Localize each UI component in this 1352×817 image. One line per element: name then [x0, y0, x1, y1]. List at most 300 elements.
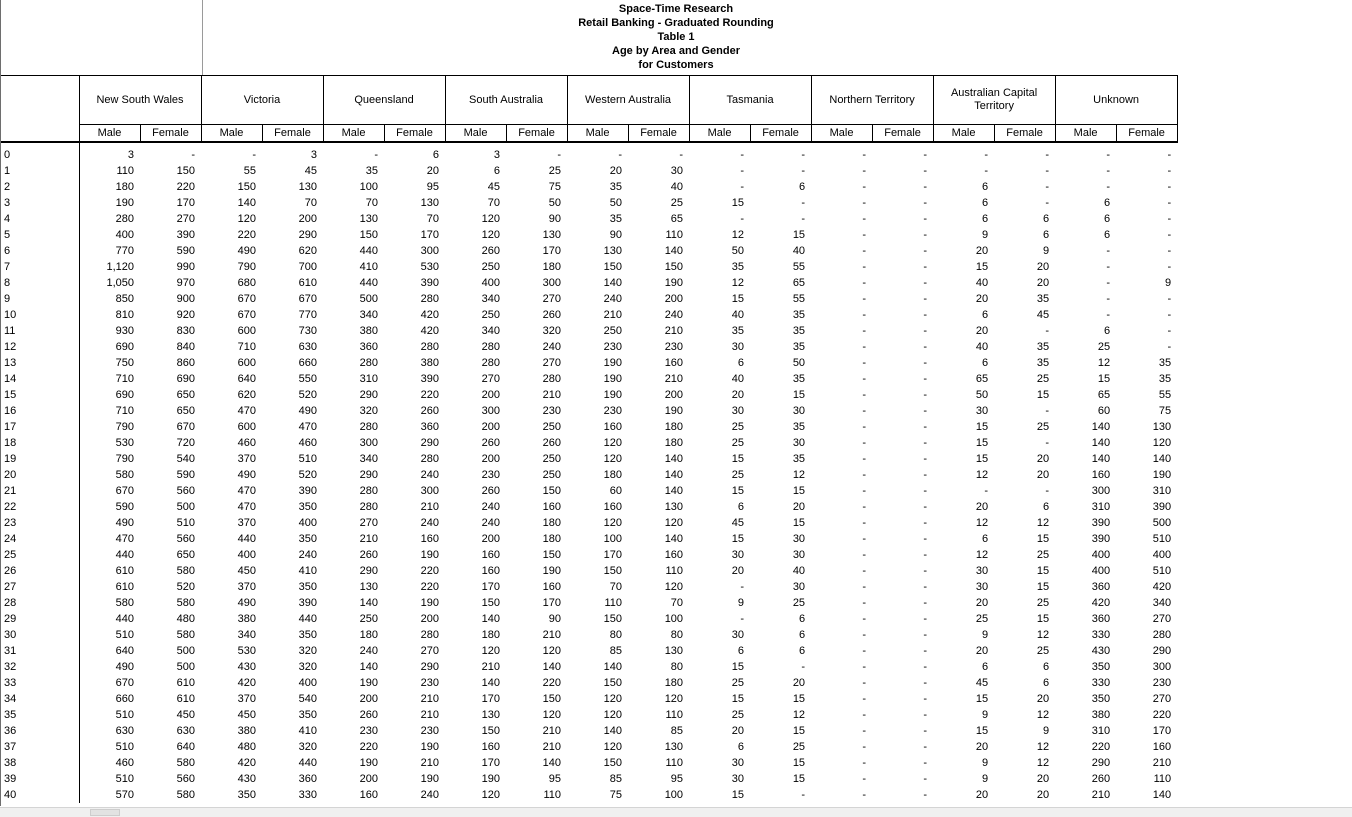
value-cell: 160 — [603, 421, 623, 433]
value-cell: 410 — [298, 725, 318, 737]
value-cell: 620 — [298, 245, 318, 257]
value-cell: 790 — [115, 421, 134, 433]
value-cell: 50 — [609, 197, 623, 209]
value-cell: 6 — [1042, 501, 1050, 513]
value-cell: 440 — [359, 277, 379, 289]
value-cell: 40 — [670, 181, 684, 193]
value-cell: 15 — [975, 725, 989, 737]
gender-header: Male — [323, 125, 384, 143]
value-cell: 340 — [481, 293, 501, 305]
table-row — [1, 195, 1177, 211]
value-cell: 25 — [731, 677, 745, 689]
value-cell: 260 — [481, 485, 501, 497]
value-cell: - — [1045, 437, 1050, 449]
value-cell: 510 — [298, 453, 318, 465]
value-cell: - — [923, 597, 928, 609]
value-cell: 640 — [176, 741, 195, 753]
value-cell: 480 — [237, 741, 256, 753]
value-cell: 6 — [981, 533, 989, 545]
table-row — [1, 755, 1177, 771]
value-cell: 300 — [542, 277, 562, 289]
value-cell: 290 — [359, 389, 379, 401]
value-cell: 30 — [731, 405, 745, 417]
value-cell: 440 — [298, 613, 318, 625]
value-cell: - — [557, 149, 562, 161]
value-cell: 12 — [731, 229, 745, 241]
value-cell: - — [923, 229, 928, 241]
value-cell: 610 — [115, 565, 134, 577]
value-cell: 430 — [1091, 645, 1111, 657]
value-cell: 160 — [420, 533, 440, 545]
value-cell: 240 — [664, 309, 684, 321]
value-cell: 15 — [792, 389, 806, 401]
value-cell: 210 — [603, 309, 623, 321]
value-cell: 230 — [603, 341, 623, 353]
value-cell: 9 — [737, 597, 745, 609]
value-cell: 370 — [237, 517, 256, 529]
value-cell: 360 — [1091, 581, 1111, 593]
value-cell: - — [191, 149, 195, 161]
value-cell: - — [862, 277, 867, 289]
value-cell: 130 — [359, 213, 379, 225]
value-cell: 35 — [1158, 357, 1172, 369]
table-row — [1, 467, 1177, 483]
value-cell: 35 — [792, 325, 806, 337]
value-cell: 15 — [1036, 613, 1050, 625]
value-cell: 310 — [1152, 485, 1172, 497]
value-cell: 430 — [237, 661, 256, 673]
value-cell: 15 — [1097, 373, 1111, 385]
table-row — [1, 403, 1177, 419]
gender-header: Female — [140, 125, 201, 143]
value-cell: - — [923, 725, 928, 737]
value-cell: 330 — [298, 789, 318, 801]
value-cell: 120 — [664, 693, 684, 705]
value-cell: 990 — [176, 261, 195, 273]
value-cell: 100 — [359, 181, 379, 193]
value-cell: - — [862, 357, 867, 369]
value-cell: 260 — [542, 437, 562, 449]
value-cell: 250 — [542, 469, 562, 481]
value-cell: 130 — [664, 645, 684, 657]
value-cell: 95 — [426, 181, 440, 193]
value-cell: 670 — [237, 293, 256, 305]
value-cell: 20 — [1036, 789, 1050, 801]
value-cell: 140 — [603, 661, 623, 673]
value-cell: 35 — [609, 213, 623, 225]
value-cell: - — [923, 517, 928, 529]
value-cell: 15 — [731, 661, 745, 673]
value-cell: 200 — [481, 389, 501, 401]
value-cell: - — [923, 421, 928, 433]
value-cell: 15 — [792, 773, 806, 785]
gender-header: Male — [201, 125, 262, 143]
value-cell: 290 — [298, 229, 318, 241]
value-cell: - — [923, 661, 928, 673]
value-cell: 25 — [792, 741, 806, 753]
value-cell: 310 — [359, 373, 379, 385]
value-cell: 490 — [237, 245, 256, 257]
value-cell: 440 — [298, 757, 318, 769]
age-cell: 7 — [1, 259, 79, 275]
value-cell: 400 — [481, 277, 501, 289]
value-cell: - — [923, 709, 928, 721]
value-cell: - — [862, 325, 867, 337]
value-cell: 35 — [1036, 293, 1050, 305]
value-cell: - — [862, 421, 867, 433]
age-cell: 24 — [1, 531, 79, 547]
value-cell: 6 — [981, 661, 989, 673]
value-cell: 360 — [1091, 613, 1111, 625]
value-cell: 310 — [1091, 725, 1111, 737]
value-cell: 140 — [237, 197, 256, 209]
value-cell: 20 — [792, 501, 806, 513]
value-cell: 140 — [1091, 437, 1111, 449]
table-row — [1, 435, 1177, 451]
area-header: Tasmania — [689, 76, 811, 125]
value-cell: 35 — [792, 453, 806, 465]
value-cell: - — [923, 389, 928, 401]
horizontal-scrollbar-thumb[interactable] — [90, 809, 120, 816]
value-cell: 390 — [420, 277, 440, 289]
value-cell: 130 — [359, 581, 379, 593]
value-cell: 290 — [1152, 645, 1172, 657]
value-cell: 200 — [481, 533, 501, 545]
value-cell: 190 — [664, 277, 684, 289]
value-cell: 45 — [304, 165, 318, 177]
age-cell: 13 — [1, 355, 79, 371]
value-cell: 670 — [298, 293, 318, 305]
value-cell: 450 — [237, 709, 256, 721]
value-cell: 12 — [792, 709, 806, 721]
value-cell: 470 — [115, 533, 134, 545]
value-cell: - — [618, 149, 623, 161]
value-cell: 15 — [731, 197, 745, 209]
value-cell: 170 — [542, 245, 562, 257]
value-cell: 95 — [670, 773, 684, 785]
value-cell: 420 — [237, 757, 256, 769]
value-cell: 390 — [298, 597, 318, 609]
value-cell: 25 — [731, 469, 745, 481]
age-cell: 9 — [1, 291, 79, 307]
value-cell: 15 — [1036, 389, 1050, 401]
value-cell: 30 — [731, 549, 745, 561]
value-cell: 290 — [420, 661, 440, 673]
value-cell: 300 — [359, 437, 379, 449]
value-cell: - — [862, 789, 867, 801]
value-cell: 610 — [176, 677, 195, 689]
value-cell: - — [984, 485, 989, 497]
value-cell: 230 — [603, 405, 623, 417]
value-cell: 150 — [542, 693, 562, 705]
value-cell: 230 — [420, 725, 440, 737]
value-cell: 60 — [1097, 405, 1111, 417]
value-cell: 140 — [1091, 453, 1111, 465]
age-cell: 16 — [1, 403, 79, 419]
value-cell: 30 — [670, 165, 684, 177]
value-cell: - — [801, 213, 806, 225]
value-cell: 580 — [176, 597, 195, 609]
gender-header: Female — [994, 125, 1055, 143]
value-cell: - — [923, 325, 928, 337]
value-cell: 180 — [542, 517, 562, 529]
value-cell: 15 — [731, 533, 745, 545]
value-cell: 680 — [237, 277, 256, 289]
value-cell: 15 — [792, 229, 806, 241]
value-cell: 490 — [115, 661, 134, 673]
value-cell: 210 — [420, 709, 440, 721]
value-cell: 12 — [1036, 741, 1050, 753]
value-cell: - — [862, 213, 867, 225]
value-cell: 290 — [359, 469, 379, 481]
value-cell: 110 — [665, 565, 684, 577]
value-cell: 1,050 — [106, 277, 134, 289]
value-cell: 100 — [664, 789, 684, 801]
value-cell: - — [740, 149, 745, 161]
value-cell: 180 — [481, 629, 501, 641]
value-cell: 6 — [1042, 677, 1050, 689]
value-cell: 9 — [981, 773, 989, 785]
table-row — [1, 483, 1177, 499]
value-cell: 250 — [542, 421, 562, 433]
value-cell: 55 — [243, 165, 256, 177]
value-cell: 6 — [981, 213, 989, 225]
value-cell: - — [801, 149, 806, 161]
age-cell: 32 — [1, 659, 79, 675]
value-cell: 520 — [298, 389, 318, 401]
gender-header: Male — [933, 125, 994, 143]
value-cell: 770 — [115, 245, 134, 257]
value-cell: 270 — [542, 293, 562, 305]
gender-header: Male — [567, 125, 628, 143]
value-cell: 45 — [1036, 309, 1050, 321]
value-cell: 35 — [792, 373, 806, 385]
value-cell: 550 — [298, 373, 318, 385]
value-cell: - — [740, 165, 745, 177]
value-cell: - — [801, 789, 806, 801]
value-cell: - — [862, 725, 867, 737]
value-cell: 12 — [975, 549, 989, 561]
value-cell: - — [1045, 485, 1050, 497]
value-cell: 9 — [981, 709, 989, 721]
value-cell: 510 — [1152, 565, 1172, 577]
value-cell: 120 — [1152, 437, 1172, 449]
value-cell: - — [801, 197, 806, 209]
value-cell: 580 — [115, 469, 134, 481]
value-cell: 150 — [237, 181, 256, 193]
value-cell: 6 — [737, 645, 745, 657]
value-cell: 30 — [975, 581, 989, 593]
value-cell: - — [740, 613, 745, 625]
value-cell: 130 — [664, 741, 684, 753]
value-cell: 90 — [609, 229, 623, 241]
value-cell: - — [1045, 165, 1050, 177]
value-cell: 350 — [298, 501, 318, 513]
value-cell: 710 — [115, 373, 134, 385]
value-cell: - — [862, 693, 867, 705]
value-cell: 220 — [542, 677, 562, 689]
value-cell: 270 — [1152, 613, 1172, 625]
area-header: Victoria — [201, 76, 323, 125]
age-cell: 8 — [1, 275, 79, 291]
value-cell: 35 — [731, 325, 745, 337]
value-cell: 15 — [975, 261, 989, 273]
value-cell: 580 — [176, 629, 195, 641]
value-cell: 120 — [481, 645, 501, 657]
value-cell: 30 — [731, 341, 745, 353]
value-cell: 190 — [481, 773, 501, 785]
value-cell: 500 — [176, 661, 195, 673]
age-cell: 28 — [1, 595, 79, 611]
value-cell: - — [862, 405, 867, 417]
value-cell: 280 — [359, 421, 379, 433]
value-cell: 100 — [603, 533, 623, 545]
gender-header: Female — [872, 125, 933, 143]
value-cell: 120 — [481, 213, 501, 225]
area-header: Queensland — [323, 76, 445, 125]
value-cell: 560 — [176, 485, 195, 497]
value-cell: 110 — [665, 709, 684, 721]
table-row — [1, 515, 1177, 531]
value-cell: 25 — [731, 709, 745, 721]
value-cell: 20 — [792, 677, 806, 689]
age-cell: 35 — [1, 707, 79, 723]
value-cell: - — [923, 437, 928, 449]
value-cell: 15 — [792, 485, 806, 497]
table-row — [1, 627, 1177, 643]
value-cell: - — [923, 485, 928, 497]
value-cell: 25 — [975, 613, 989, 625]
value-cell: 6 — [1103, 197, 1111, 209]
value-cell: - — [862, 309, 867, 321]
value-cell: 630 — [176, 725, 195, 737]
value-cell: 600 — [237, 325, 256, 337]
value-cell: 70 — [426, 213, 440, 225]
value-cell: 220 — [1091, 741, 1111, 753]
value-cell: 580 — [176, 789, 195, 801]
value-cell: - — [862, 293, 867, 305]
value-cell: 50 — [548, 197, 562, 209]
value-cell: - — [862, 389, 867, 401]
value-cell: 9 — [981, 629, 989, 641]
value-cell: 20 — [609, 165, 623, 177]
value-cell: 150 — [542, 485, 562, 497]
value-cell: 160 — [481, 549, 501, 561]
table-row — [1, 547, 1177, 563]
value-cell: 15 — [1036, 565, 1050, 577]
value-cell: 620 — [237, 389, 256, 401]
value-cell: 40 — [792, 565, 806, 577]
value-cell: 120 — [664, 581, 684, 593]
value-cell: 400 — [1091, 565, 1111, 577]
age-cell: 23 — [1, 515, 79, 531]
value-cell: 350 — [298, 629, 318, 641]
value-cell: - — [862, 661, 867, 673]
value-cell: 670 — [115, 485, 134, 497]
value-cell: 30 — [792, 405, 806, 417]
value-cell: 130 — [298, 181, 318, 193]
value-cell: 440 — [359, 245, 379, 257]
value-cell: 140 — [1152, 789, 1172, 801]
value-cell: 160 — [603, 501, 623, 513]
value-cell: 35 — [1036, 357, 1050, 369]
value-cell: 370 — [237, 581, 256, 593]
value-cell: 6 — [981, 181, 989, 193]
value-cell: 190 — [359, 677, 379, 689]
value-cell: 210 — [420, 693, 440, 705]
value-cell: 280 — [1152, 629, 1172, 641]
value-cell: - — [1167, 197, 1172, 209]
value-cell: 6 — [798, 613, 806, 625]
value-cell: 9 — [981, 229, 989, 241]
value-cell: 240 — [298, 549, 318, 561]
value-cell: 6 — [493, 165, 501, 177]
value-cell: 190 — [603, 389, 623, 401]
value-cell: 170 — [176, 197, 195, 209]
age-by-area-gender-table — [1, 75, 1178, 803]
value-cell: - — [801, 165, 806, 177]
value-cell: 350 — [298, 533, 318, 545]
value-cell: 610 — [176, 693, 195, 705]
report-title-population: for Customers — [638, 59, 714, 71]
value-cell: - — [923, 741, 928, 753]
value-cell: 670 — [237, 309, 256, 321]
value-cell: 420 — [420, 309, 440, 321]
table-row — [1, 739, 1177, 755]
age-cell: 27 — [1, 579, 79, 595]
value-cell: 95 — [548, 773, 562, 785]
value-cell: 350 — [1091, 661, 1111, 673]
value-cell: 730 — [298, 325, 318, 337]
value-cell: 190 — [542, 565, 562, 577]
value-cell: 70 — [365, 197, 379, 209]
value-cell: 190 — [603, 357, 623, 369]
value-cell: 490 — [237, 469, 256, 481]
value-cell: 290 — [420, 437, 440, 449]
table-row — [1, 387, 1177, 403]
value-cell: 75 — [609, 789, 623, 801]
age-cell: 38 — [1, 755, 79, 771]
value-cell: 6 — [1042, 213, 1050, 225]
value-cell: - — [923, 245, 928, 257]
value-cell: - — [740, 581, 745, 593]
report-title-subject: Retail Banking - Graduated Rounding — [578, 17, 774, 29]
table-row — [1, 307, 1177, 323]
value-cell: 250 — [603, 325, 623, 337]
value-cell: 160 — [1152, 741, 1172, 753]
value-cell: - — [923, 197, 928, 209]
value-cell: 510 — [115, 709, 134, 721]
value-cell: 220 — [1152, 709, 1172, 721]
value-cell: - — [1167, 213, 1172, 225]
value-cell: 140 — [664, 485, 684, 497]
gender-header: Female — [750, 125, 811, 143]
value-cell: 190 — [420, 741, 440, 753]
value-cell: 6 — [1103, 213, 1111, 225]
value-cell: 35 — [792, 309, 806, 321]
value-cell: 290 — [359, 565, 379, 577]
value-cell: 270 — [1152, 693, 1172, 705]
age-cell: 10 — [1, 307, 79, 323]
table-row — [1, 339, 1177, 355]
age-cell: 40 — [1, 787, 79, 803]
value-cell: 710 — [115, 405, 134, 417]
value-cell: 110 — [543, 789, 562, 801]
age-cell: 6 — [1, 243, 79, 259]
value-cell: 390 — [420, 373, 440, 385]
value-cell: - — [1106, 277, 1111, 289]
value-cell: 25 — [1036, 421, 1050, 433]
